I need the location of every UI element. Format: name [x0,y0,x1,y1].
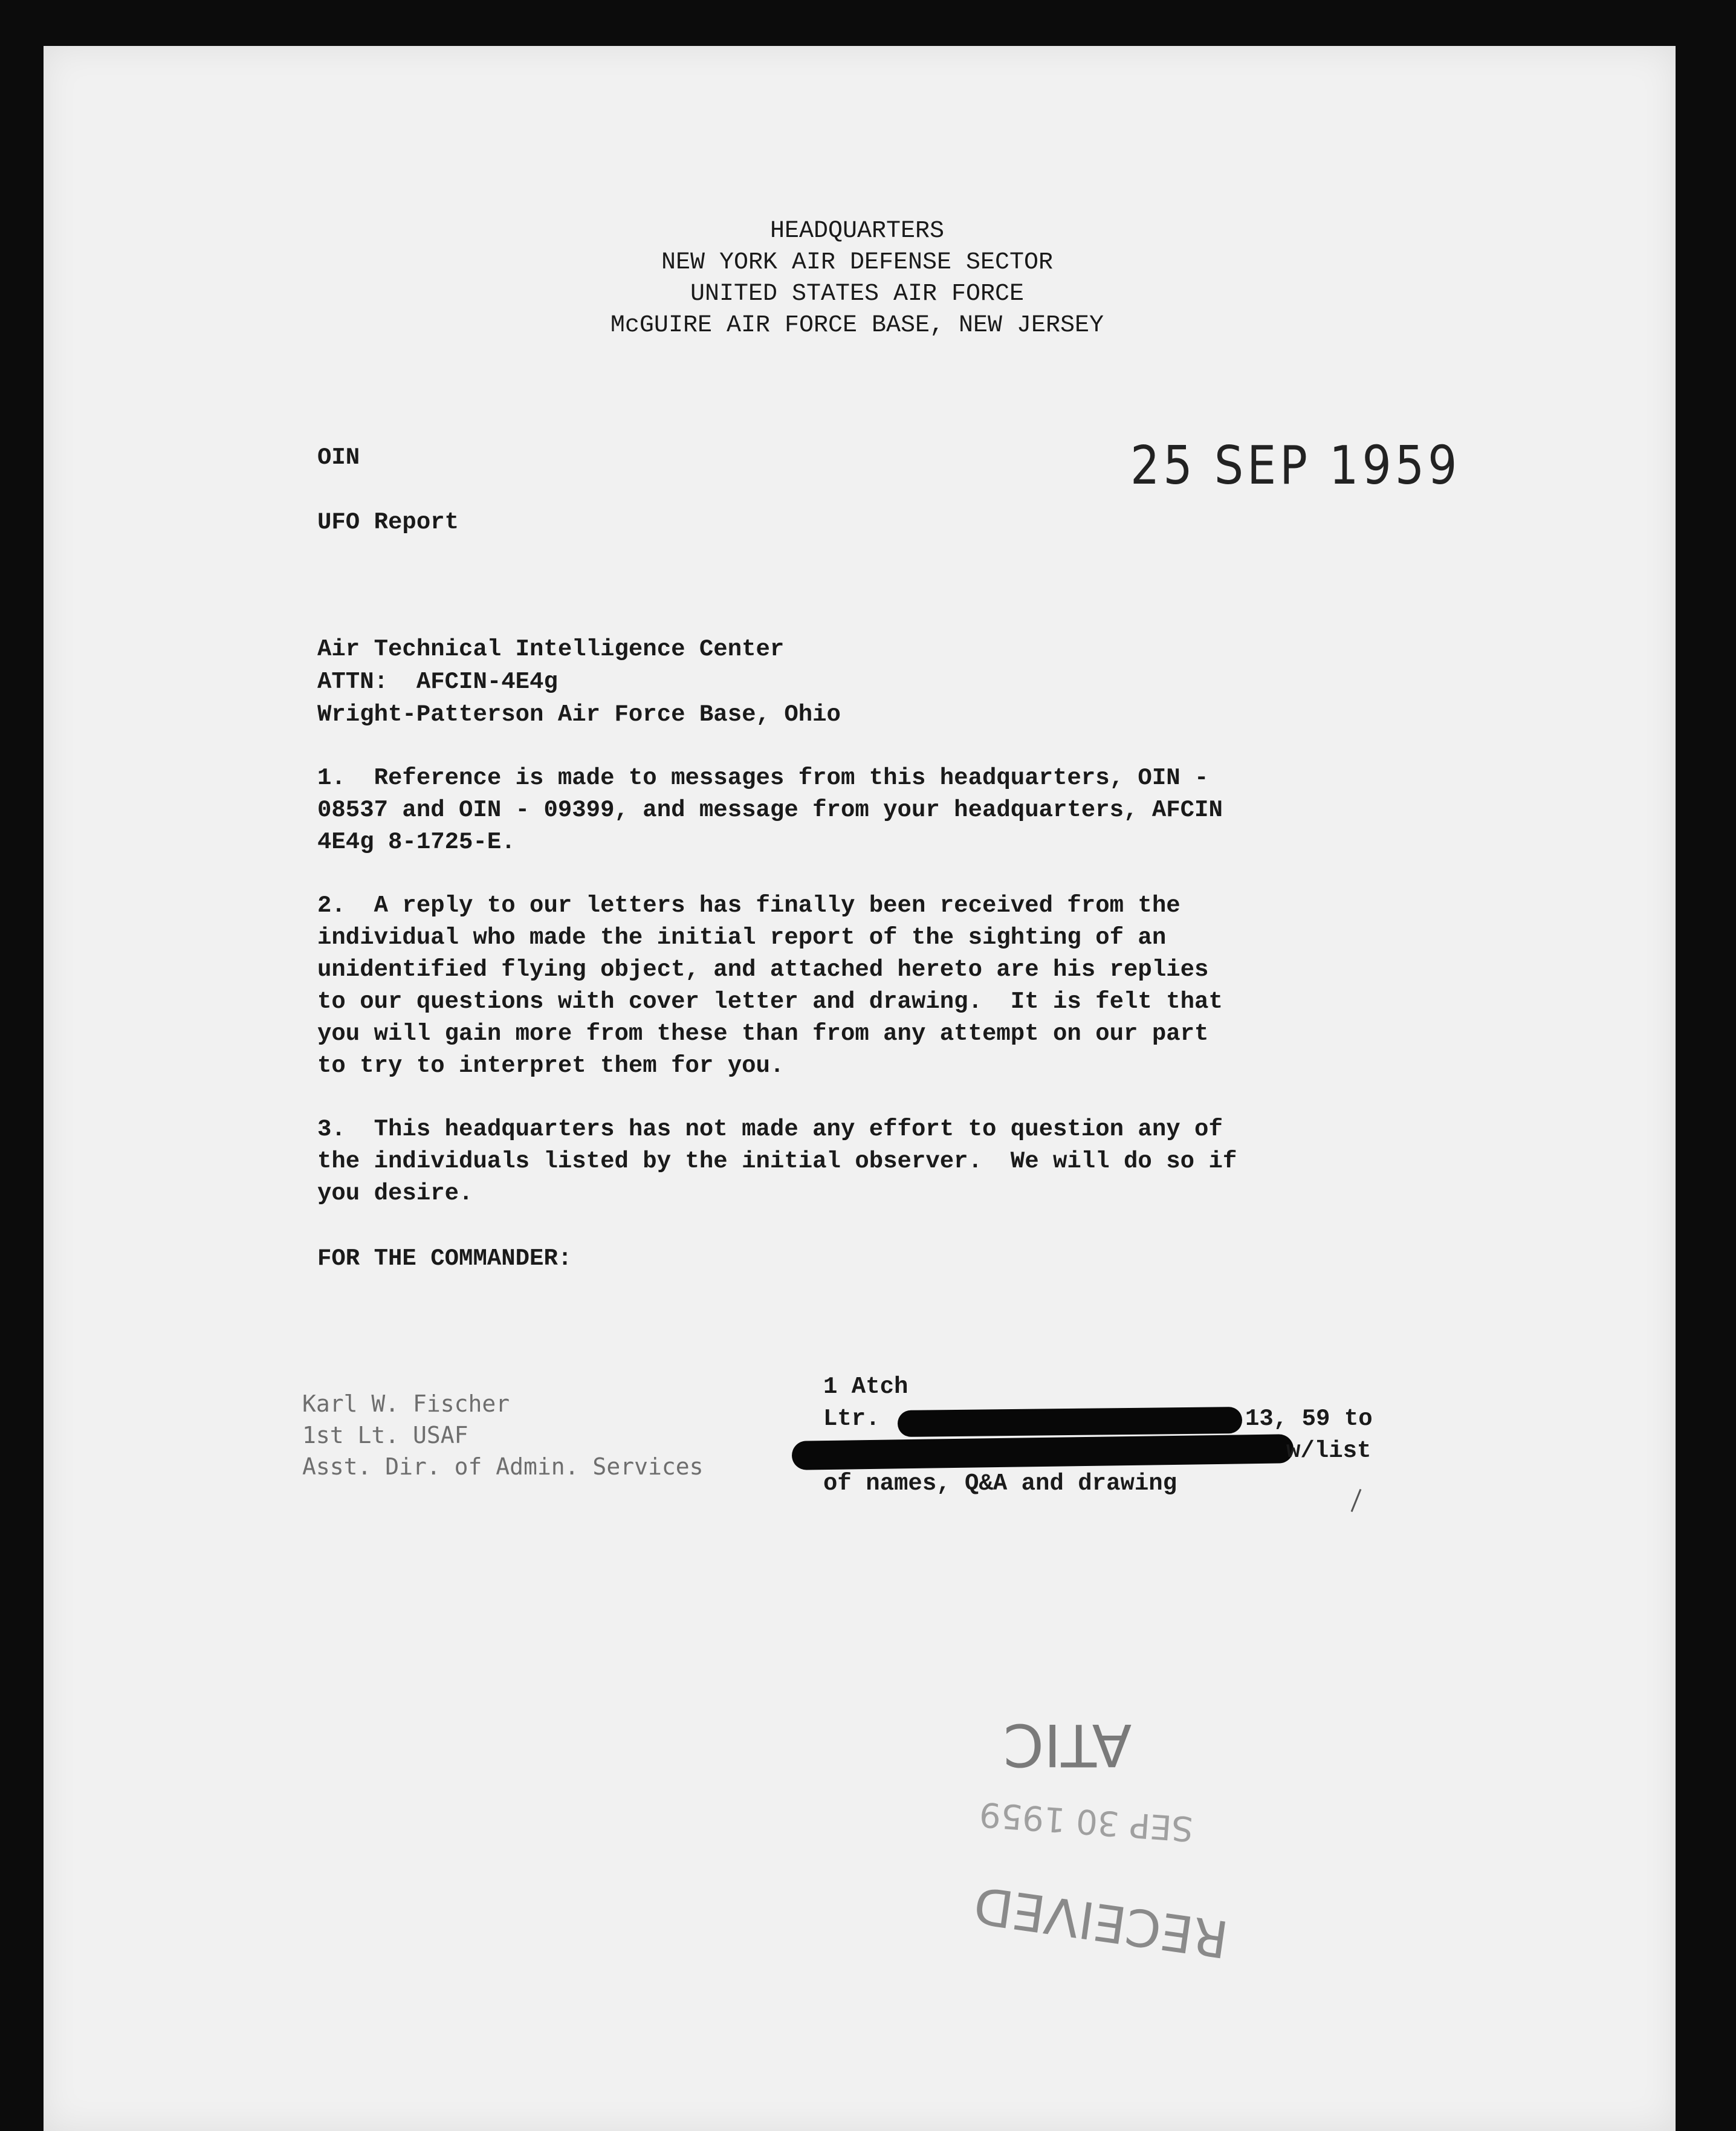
received-stamp-atic: ATIC [1003,1711,1132,1779]
addressee-line-2: ATTN: AFCIN-4E4g [317,669,558,695]
subject: UFO Report [317,509,459,536]
attachment-count: 1 Atch [823,1374,908,1400]
addressee-line-3: Wright-Patterson Air Force Base, Ohio [317,701,841,728]
paragraph-1-line-1: 1. Reference is made to messages from this headquarters, OIN - [317,765,1209,791]
paragraph-3-line-2: the individuals listed by the initial observer. We will do so if [317,1148,1237,1175]
closing: FOR THE COMMANDER: [317,1245,572,1272]
signature-rank: 1st Lt. USAF [302,1422,468,1448]
letterhead-line-3: UNITED STATES AIR FORCE [690,281,1025,308]
document-page [44,46,1676,2131]
paragraph-1-line-3: 4E4g 8-1725-E. [317,829,516,855]
paragraph-2-line-1: 2. A reply to our letters has finally been received from the [317,892,1181,919]
attachment-line-4: of names, Q&A and drawing [823,1470,1177,1497]
attachment-line-3-end: w/list [1286,1438,1372,1464]
office-symbol: OIN [317,444,360,471]
paragraph-2-line-5: you will gain more from these than from any attempt on our part [317,1020,1209,1047]
paragraph-2-line-3: unidentified flying object, and attached hereto are his replies [317,956,1209,983]
attachment-line-2-start: Ltr. [823,1406,880,1432]
signature-name: Karl W. Fischer [302,1390,510,1417]
letterhead-line-1: HEADQUARTERS [769,218,945,245]
paragraph-2-line-2: individual who made the initial report of the sighting of an [317,924,1167,951]
paragraph-2-line-6: to try to interpret them for you. [317,1053,785,1079]
attachment-line-2-end: 13, 59 to [1245,1406,1373,1432]
received-stamp-date: SEP 30 1959 [978,1794,1194,1849]
letterhead-line-2: NEW YORK AIR DEFENSE SECTOR [661,249,1054,276]
redaction-bar-1 [898,1407,1242,1437]
received-stamp-label: RECEIVED [970,1875,1232,1969]
letterhead-line-4: McGUIRE AIR FORCE BASE, NEW JERSEY [610,312,1104,339]
paragraph-3-line-1: 3. This headquarters has not made any effort to question any of [317,1116,1223,1143]
signature-title: Asst. Dir. of Admin. Services [302,1453,704,1480]
addressee-line-1: Air Technical Intelligence Center [317,636,785,663]
paragraph-2-line-4: to our questions with cover letter and drawing. It is felt that [317,988,1223,1015]
paragraph-3-line-3: you desire. [317,1180,473,1207]
paragraph-1-line-2: 08537 and OIN - 09399, and message from your headquarters, AFCIN [317,797,1223,823]
date-stamp: 25 SEP 1959 [1130,434,1461,496]
